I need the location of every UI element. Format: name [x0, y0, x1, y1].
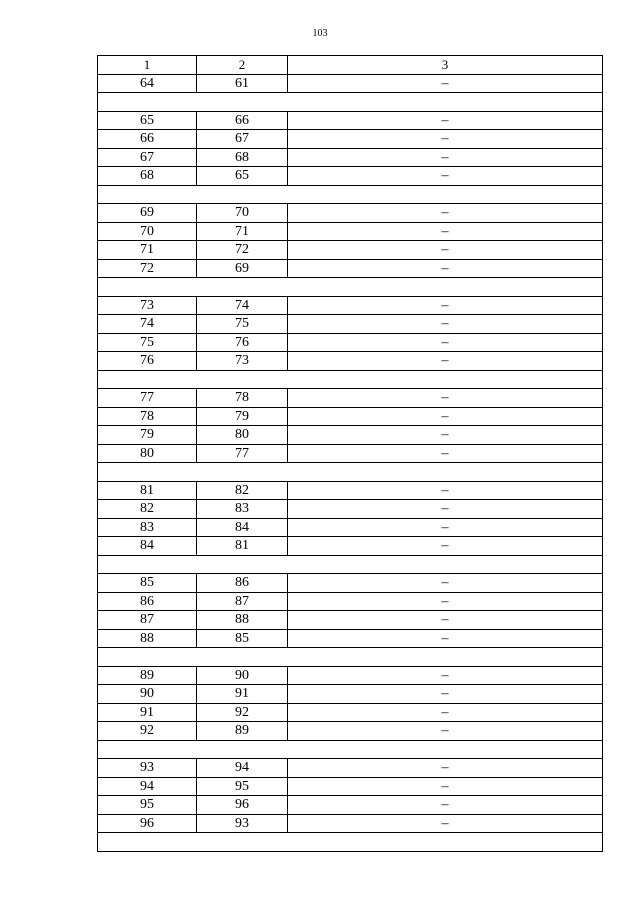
table-row [98, 204, 602, 223]
table-cell-col-1: 81 [98, 482, 197, 500]
table-row [98, 759, 602, 778]
table-cell-col-1: 71 [98, 241, 197, 259]
table-cell-col-1: 87 [98, 611, 197, 629]
table-cell-col-2: 80 [197, 426, 288, 444]
column-header-2: 2 [197, 56, 288, 74]
table-row [98, 667, 602, 686]
table-row [98, 241, 602, 260]
table-cell-col-1: 79 [98, 426, 197, 444]
table-cell-col-2: 87 [197, 593, 288, 611]
table-cell-col-3: – [441, 482, 449, 498]
table-cell-col-2: 94 [197, 759, 288, 777]
group-separator-row [98, 278, 602, 297]
table-cell-col-1: 72 [98, 260, 197, 278]
page-number: 103 [312, 28, 328, 39]
group-separator-row [98, 648, 602, 667]
table-cell-col-1: 68 [98, 167, 197, 185]
table-cell-col-3: – [441, 260, 449, 276]
table-cell-col-1: 93 [98, 759, 197, 777]
table-cell-col-2: 82 [197, 482, 288, 500]
table-row [98, 408, 602, 427]
table-cell-col-2: 92 [197, 704, 288, 722]
table-cell-col-1: 85 [98, 574, 197, 592]
table-cell-col-2: 88 [197, 611, 288, 629]
table-cell-col-1: 94 [98, 778, 197, 796]
table-row [98, 149, 602, 168]
table-cell-col-1: 67 [98, 149, 197, 167]
table-cell-col-2: 71 [197, 223, 288, 241]
table-row [98, 500, 602, 519]
table-cell-col-2: 84 [197, 519, 288, 537]
table-cell-col-2: 78 [197, 389, 288, 407]
table-cell-col-1: 80 [98, 445, 197, 463]
table-cell-col-1: 70 [98, 223, 197, 241]
table-row [98, 315, 602, 334]
table-cell-col-2: 95 [197, 778, 288, 796]
data-table [97, 55, 603, 852]
table-row [98, 389, 602, 408]
table-cell-col-3: – [441, 408, 449, 424]
table-cell-col-2: 67 [197, 130, 288, 148]
table-cell-col-1: 95 [98, 796, 197, 814]
table-row [98, 445, 602, 464]
table-cell-col-2: 79 [197, 408, 288, 426]
table-row [98, 519, 602, 538]
table-cell-col-3: – [441, 112, 449, 128]
table-cell-col-1: 77 [98, 389, 197, 407]
table-cell-col-3: – [441, 297, 449, 313]
table-row [98, 223, 602, 242]
table-row [98, 482, 602, 501]
table-cell-col-1: 96 [98, 815, 197, 833]
group-separator-row [98, 833, 602, 852]
group-separator-row [98, 463, 602, 482]
table-row [98, 334, 602, 353]
table-row [98, 352, 602, 371]
table-cell-col-1: 92 [98, 722, 197, 740]
column-header-3: 3 [441, 57, 449, 72]
table-cell-col-2: 86 [197, 574, 288, 592]
table-cell-col-3: – [441, 797, 449, 812]
table-cell-col-3: – [441, 778, 449, 794]
table-row [98, 130, 602, 149]
table-row [98, 704, 602, 723]
table-row [98, 796, 602, 815]
table-cell-col-2: 76 [197, 334, 288, 352]
table-cell-col-3: – [441, 427, 449, 442]
table-header-row [98, 56, 602, 75]
table-cell-col-3: – [441, 390, 449, 405]
table-body [98, 75, 602, 852]
table-cell-col-2: 96 [197, 796, 288, 814]
table-cell-col-3: – [441, 575, 449, 590]
table-cell-col-2: 70 [197, 204, 288, 222]
table-cell-col-3: – [441, 334, 449, 350]
table-row [98, 297, 602, 316]
group-separator-row [98, 93, 602, 112]
table-cell-col-1: 75 [98, 334, 197, 352]
table-cell-col-2: 75 [197, 315, 288, 333]
table-cell-col-1: 74 [98, 315, 197, 333]
table-cell-col-2: 93 [197, 815, 288, 833]
table-cell-col-3: – [441, 149, 449, 165]
table-cell-col-3: – [441, 353, 449, 368]
table-cell-col-2: 73 [197, 352, 288, 370]
table-cell-col-2: 91 [197, 685, 288, 703]
table-cell-col-3: – [441, 168, 449, 183]
table-cell-col-2: 89 [197, 722, 288, 740]
table-cell-col-1: 65 [98, 112, 197, 130]
column-header-1: 1 [98, 56, 197, 74]
table-cell-col-3: – [441, 723, 449, 738]
group-separator-row [98, 556, 602, 575]
table-cell-col-3: – [441, 538, 449, 553]
table-cell-col-3: – [441, 760, 449, 775]
table-cell-col-2: 69 [197, 260, 288, 278]
table-cell-col-3: – [441, 519, 449, 535]
table-cell-col-1: 69 [98, 204, 197, 222]
table-row [98, 593, 602, 612]
table-cell-col-3: – [441, 501, 449, 516]
table-cell-col-2: 77 [197, 445, 288, 463]
table-cell-col-1: 76 [98, 352, 197, 370]
table-cell-col-3: – [441, 686, 449, 701]
table-cell-col-3: – [441, 593, 449, 609]
table-row [98, 574, 602, 593]
table-cell-col-2: 66 [197, 112, 288, 130]
table-row [98, 75, 602, 94]
table-row [98, 630, 602, 649]
table-cell-col-1: 78 [98, 408, 197, 426]
table-cell-col-3: – [441, 75, 449, 91]
table-cell-col-1: 64 [98, 75, 197, 93]
table-cell-col-3: – [441, 704, 449, 720]
table-cell-col-3: – [441, 205, 449, 220]
table-cell-col-3: – [441, 667, 449, 683]
table-cell-col-2: 68 [197, 149, 288, 167]
table-cell-col-2: 74 [197, 297, 288, 315]
table-cell-col-3: – [441, 131, 449, 146]
table-row [98, 815, 602, 834]
table-row [98, 537, 602, 556]
table-cell-col-3: – [441, 316, 449, 331]
table-cell-col-1: 73 [98, 297, 197, 315]
table-cell-col-1: 83 [98, 519, 197, 537]
table-cell-col-1: 89 [98, 667, 197, 685]
table-row [98, 112, 602, 131]
table-row [98, 260, 602, 279]
table-cell-col-2: 85 [197, 630, 288, 648]
table-cell-col-1: 84 [98, 537, 197, 555]
table-cell-col-1: 90 [98, 685, 197, 703]
group-separator-row [98, 186, 602, 205]
table-cell-col-1: 88 [98, 630, 197, 648]
table-cell-col-1: 91 [98, 704, 197, 722]
table-row [98, 722, 602, 741]
table-cell-col-2: 61 [197, 75, 288, 93]
table-cell-col-2: 83 [197, 500, 288, 518]
table-row [98, 685, 602, 704]
table-cell-col-2: 65 [197, 167, 288, 185]
table-cell-col-2: 90 [197, 667, 288, 685]
table-cell-col-3: – [441, 223, 449, 239]
table-cell-col-1: 66 [98, 130, 197, 148]
table-cell-col-2: 72 [197, 241, 288, 259]
table-cell-col-3: – [441, 612, 449, 627]
table-cell-col-3: – [441, 445, 449, 461]
table-cell-col-1: 86 [98, 593, 197, 611]
table-row [98, 167, 602, 186]
group-separator-row [98, 371, 602, 390]
table-cell-col-2: 81 [197, 537, 288, 555]
table-row [98, 778, 602, 797]
table-row [98, 426, 602, 445]
group-separator-row [98, 741, 602, 760]
table-cell-col-3: – [441, 630, 449, 646]
table-cell-col-3: – [441, 815, 449, 831]
table-cell-col-1: 82 [98, 500, 197, 518]
table-cell-col-3: – [441, 242, 449, 257]
table-row [98, 611, 602, 630]
